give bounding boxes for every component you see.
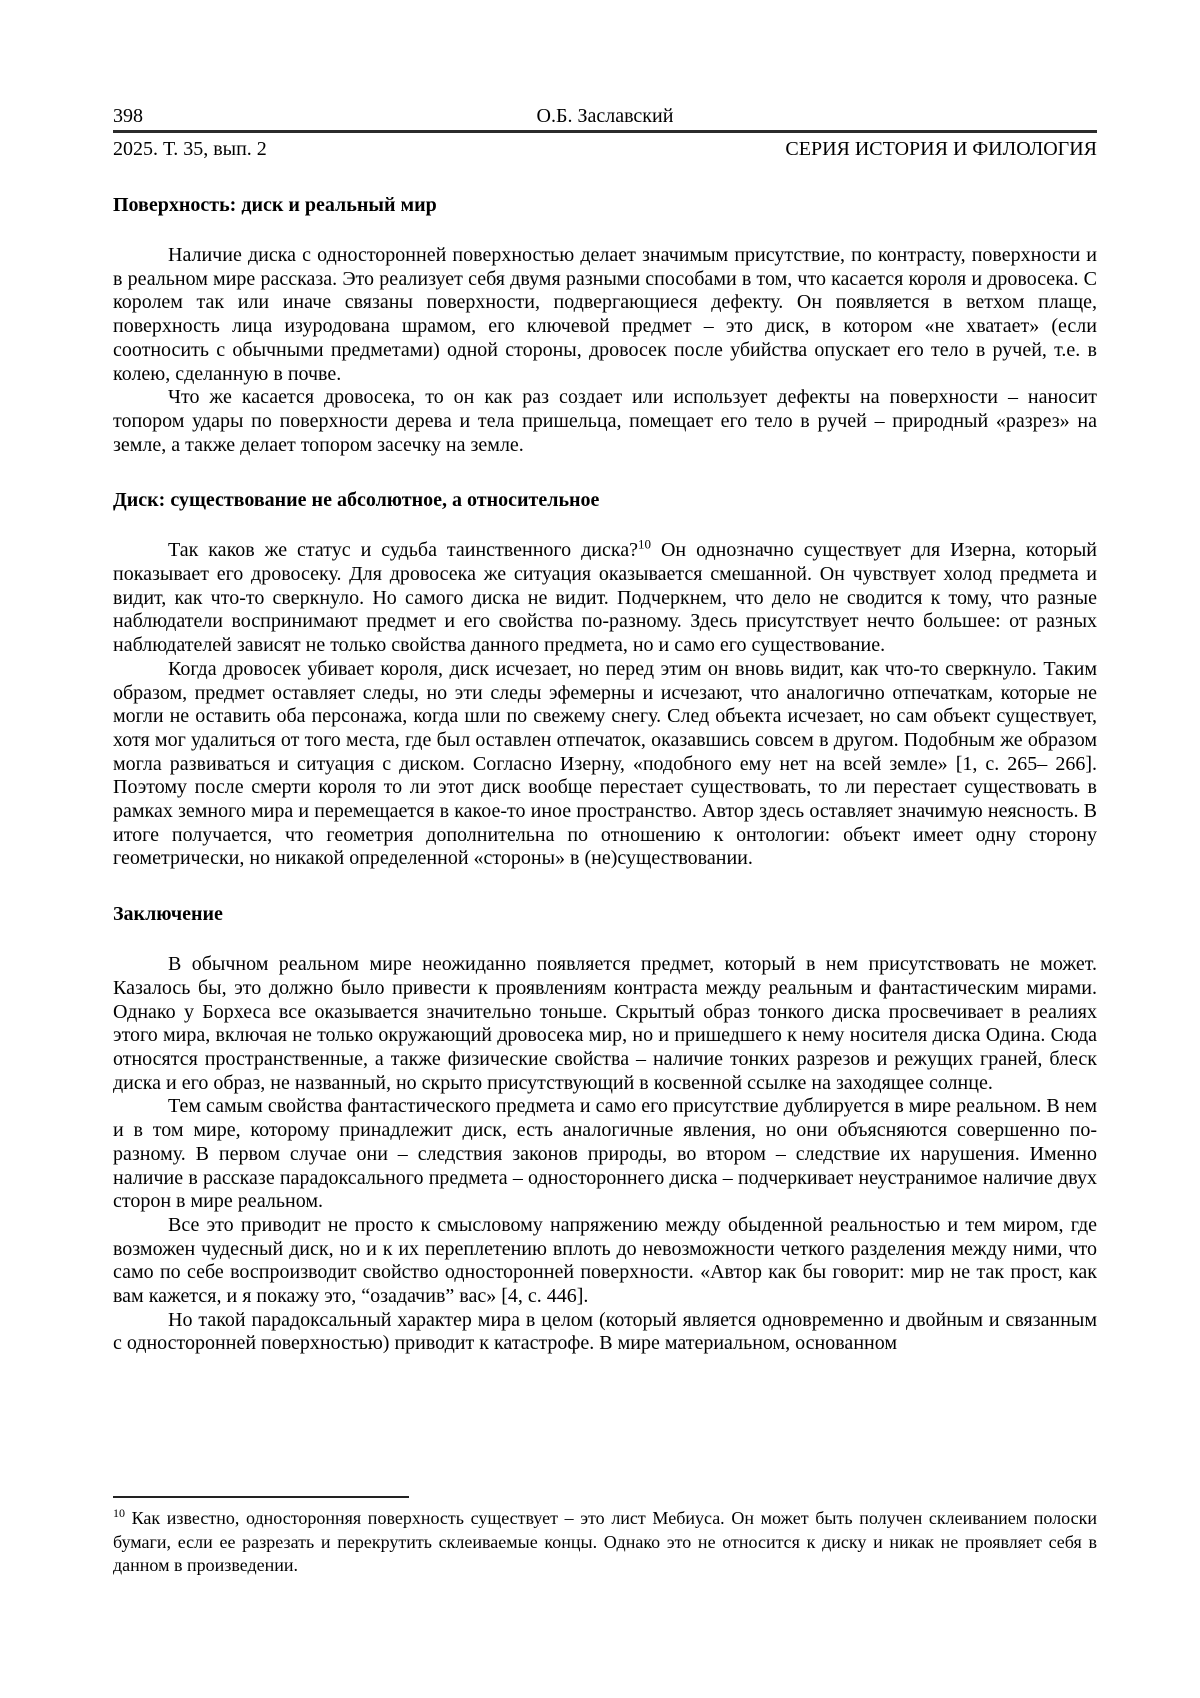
page-number: 398	[113, 105, 143, 127]
paragraph: Наличие диска с односторонней поверхностью делает значимым присутствие, по контрасту, поверхности и в реальном мире рассказа. Это реализует себя двумя разными способами в том, что касается короля и дровосека. С королем так или иначе связаны поверхности, подвергающиеся дефекту. Он появляется в ветхом плаще, поверхность лица изуродована шрамом, его ключевой предмет – это диск, в котором «не хватает» (если соотносить с обычными предметами) одной стороны, дровосек после убийства опускает его тело в ручей, т.е. в колею, сделанную в почве.	[113, 244, 1097, 385]
paragraph: Тем самым свойства фантастического предмета и само его присутствие дублируется в мире реальном. В нем и в том мире, которому принадлежит диск, есть аналогичные явления, но они объясняются совершенно по-разному. В первом случае они – следствия законов природы, во втором – следствие их нарушения. Именно наличие в рассказе парадоксального предмета – одностороннего диска – подчеркивает неустранимое наличие двух сторон в мире реальном.	[113, 1095, 1097, 1213]
paragraph: В обычном реальном мире неожиданно появляется предмет, который в нем присутствовать не может. Казалось бы, это должно было привести к проявлениям контраста между реальным и фантастическим мирами. Однако у Борхеса все оказывается значительно тоньше. Скрытый образ тонкого диска просвечивает в реалиях этого мира, включая не только окружающий дровосека мир, но и пришедшего к нему носителя диска Одина. Сюда относятся пространственные, а также физические свойства – наличие тонких разрезов и режущих граней, блеск диска и его образ, не названный, но скрыто присутствующий в косвенной ссылке на заходящее солнце.	[113, 953, 1097, 1094]
paragraph: Когда дровосек убивает короля, диск исчезает, но перед этим он вновь видит, как что-то сверкнуло. Таким образом, предмет оставляет следы, но эти следы эфемерны и исчезают, что аналогично отпечаткам, которые не могли не оставить оба персонажа, когда шли по свежему снегу. След объекта исчезает, но сам объект существует, хотя мог удалиться от того места, где был оставлен отпечаток, оказавшись совсем в другом. Подобным же образом могла развиваться и ситуация с диском. Согласно Изерну, «подобного ему нет на всей земле» [1, с. 265– 266]. Поэтому после смерти короля то ли этот диск вообще перестает существовать, то ли перестает существовать в рамках земного мира и перемещается в какое-то иное пространство. Автор здесь оставляет значимую неясность. В итоге получается, что геометрия дополнительна по отношению к онтологии: объект имеет одну сторону геометрически, но никакой определенной «стороны» в (не)существовании.	[113, 657, 1097, 870]
header-rule	[113, 130, 1097, 133]
paragraph-with-footnote-ref	[113, 536, 1097, 658]
running-header-row1	[113, 104, 1097, 128]
paragraph: Что же касается дровосека, то он как раз создает или использует дефекты на поверхности – наносит топором удары по поверхности дерева и тела пришельца, помещает его тело в ручей – природный «разрез» на земле, а также делает топором засечку на земле.	[113, 386, 1097, 456]
heading-conclusion: Заключение	[113, 903, 223, 926]
footnote-separator	[113, 1496, 409, 1498]
running-header	[113, 104, 1097, 162]
footnote-marker: 10	[113, 1506, 125, 1520]
paragraph: Все это приводит не просто к смысловому напряжению между обыденной реальностью и тем миром, где возможен чудесный диск, но и к их переплетению вплоть до невозможности четкого разделения между ними, что само по себе воспроизводит свойство односторонней поверхности. «Автор как бы говорит: мир не так прост, как вам кажется, и я покажу это, “озадачив” вас» [4, с. 446].	[113, 1213, 1097, 1308]
footnote-ref-marker: 10	[638, 536, 651, 552]
footnote-body: Как известно, односторонняя поверхность существует – это лист Мебиуса. Он может быть получен склеиванием полоски бумаги, если ее разрезать и перекрутить склеиваемые концы. Однако это не относится к диску и никак не проявляет себя в данном в произведении.	[113, 1508, 1097, 1575]
paragraph: Но такой парадоксальный характер мира в целом (который является одновременно и двойным и связанным с односторонней поверхностью) приводит к катастрофе. В мире материальном, основанном	[113, 1308, 1097, 1355]
page-content	[113, 104, 1097, 1356]
heading-disk-section: Диск: существование не абсолютное, а относительное	[113, 489, 600, 512]
footnote-text	[113, 1507, 1097, 1578]
running-author: О.Б. Заславский	[536, 105, 674, 127]
volume-issue: 2025. Т. 35, вып. 2	[113, 138, 267, 160]
running-header-row2	[113, 137, 1097, 162]
paragraph-text-after-ref: Он однозначно существует для Изерна, который показывает его дровосеку. Для дровосека же ситуация оказывается смешанной. Он чувствует холод предмета и видит, как что-то сверкнуло. Но самого диска не видит. Подчеркнем, что дело не сводится к тому, что разные наблюдатели воспринимают предмет и его свойства по-разному. Здесь присутствует нечто большее: от разных наблюдателей зависят не только свойства данного предмета, но и само его существование.	[113, 539, 1097, 657]
footnote-area	[113, 1496, 1097, 1578]
heading-surface-section: Поверхность: диск и реальный мир	[113, 194, 437, 216]
series-title: СЕРИЯ ИСТОРИЯ И ФИЛОЛОГИЯ	[785, 138, 1097, 160]
paragraph-text-before-ref: Так каков же статус и судьба таинственного диска?	[168, 539, 638, 562]
